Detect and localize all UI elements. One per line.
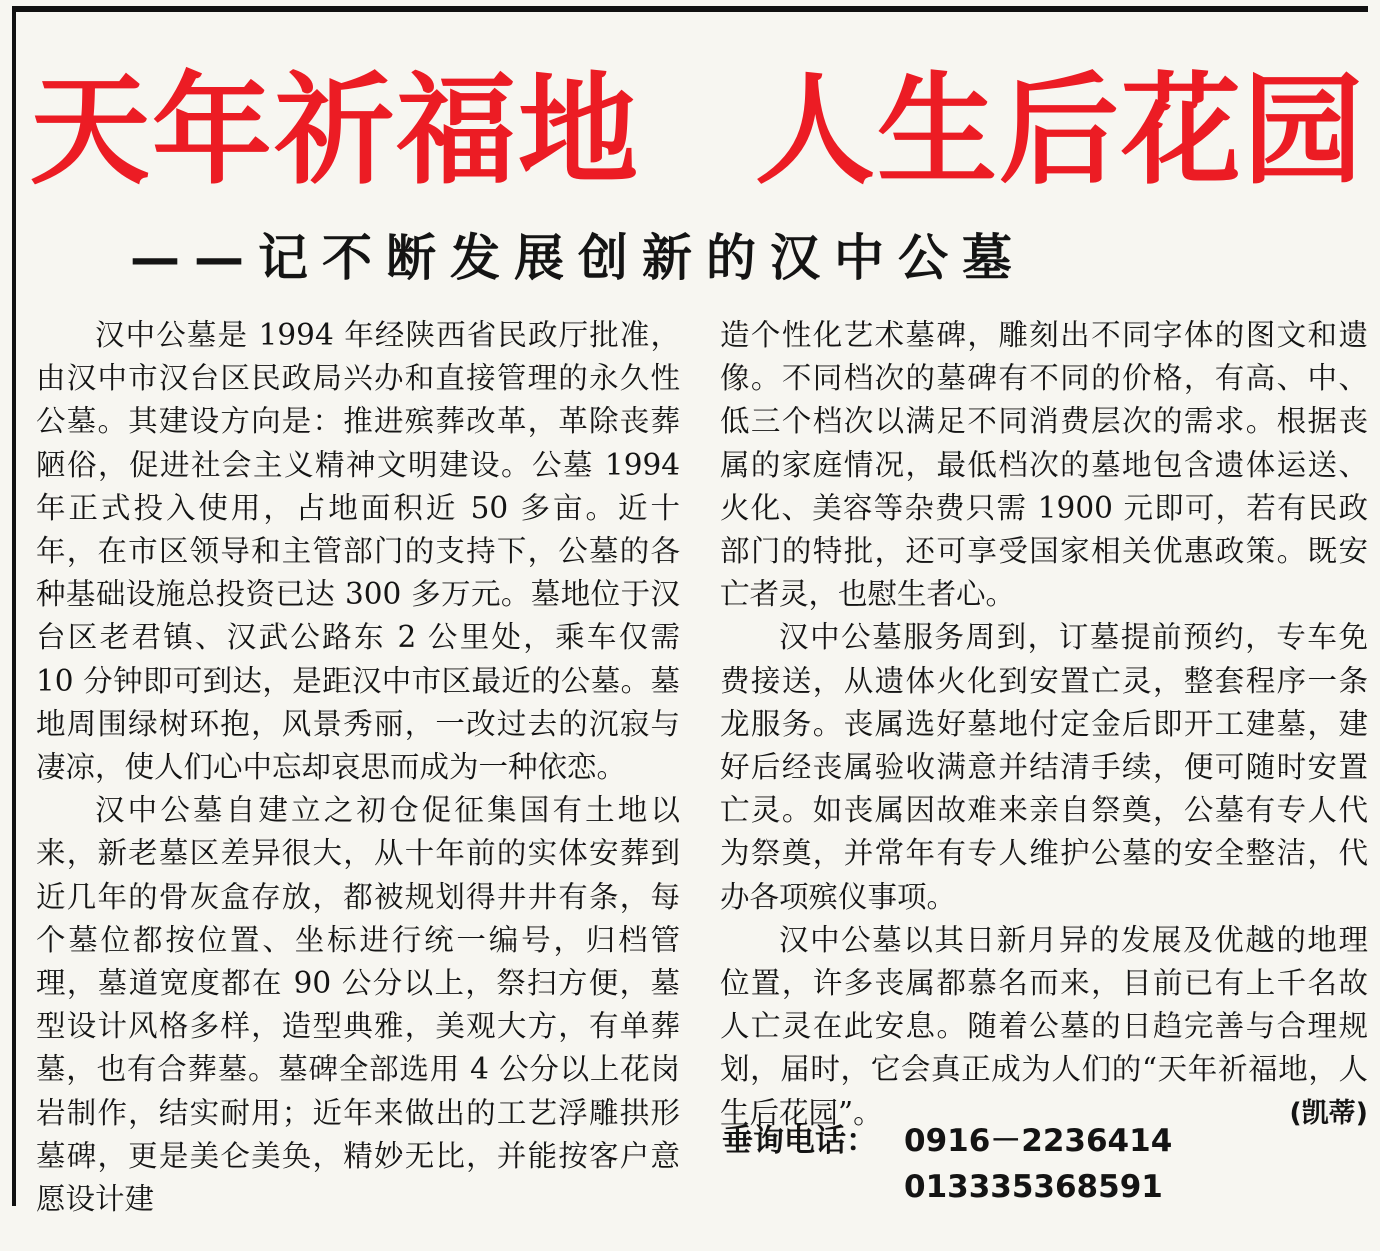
contact-label: 垂询电话： xyxy=(722,1123,877,1159)
subtitle: ——记不断发展创新的汉中公墓 xyxy=(130,229,1026,287)
headline-right: 人生后花园 xyxy=(755,62,1365,201)
paragraph-1: 汉中公墓是 1994 年经陕西省民政厅批准，由汉中市汉台区民政局兴办和直接管理的永久性公墓。其建设方向是：推进殡葬改革，革除丧葬陋俗，促进社会主义精神文明建设。公墓 1994 年正式投入使用，占地面积近 50 多亩。近十年，在市区领导和主管部门的支持下，公墓的各种基础设施总投资已达 300 多万元。墓地位于汉台区老君镇、汉武公路东 2 公里处，乘车仅需 10 分钟即可到达，是距汉中市区最近的公墓。墓地周围绿树环抱，风景秀丽，一改过去的沉寂与凄凉，使人们心中忘却哀思而成为一种依恋。 xyxy=(36,318,680,785)
top-border-rule xyxy=(12,6,1368,12)
left-border-rule xyxy=(12,6,16,1206)
paragraph-2: 汉中公墓自建立之初仓促征集国有土地以来，新老墓区差异很大，从十年前的实体安葬到近几年的骨灰盒存放，都被规划得井井有条，每个墓位都按位置、坐标进行统一编号，归档管理，墓道宽度都在 90 公分以上，祭扫方便，墓型设计风格多样，造型典雅，美观大方，有单葬墓，也有合葬墓。墓碑全部选用 4 公分以上花岗岩制作，结实耐用；近年来做出的工艺浮雕拱形墓碑，更是美仑美奂，精妙无比，并能按客户意愿设计建 xyxy=(36,793,680,1217)
phone-number-1: 0916－2236414 xyxy=(904,1123,1173,1159)
headline xyxy=(30,52,1365,212)
paragraph-2-continued: 造个性化艺术墓碑，雕刻出不同字体的图文和遗像。不同档次的墓碑有不同的价格，有高、中、低三个档次以满足不同消费层次的需求。根据丧属的家庭情况，最低档次的墓地包含遗体运送、火化、美容等杂费只需 1900 元即可，若有民政部门的特批，还可享受国家相关优惠政策。既安亡者灵，也慰生者心。 xyxy=(720,318,1368,612)
author-byline: (凯蒂) xyxy=(1289,1097,1368,1129)
article-left-column xyxy=(36,314,680,1221)
headline-left: 天年祈福地 xyxy=(30,62,640,201)
paragraph-4: 汉中公墓以其日新月异的发展及优越的地理位置，许多丧属都慕名而来，目前已有上千名故人亡灵在此安息。随着公墓的日趋完善与合理规划，届时，它会真正成为人们的“天年祈福地，人生后花园”。 xyxy=(720,922,1368,1130)
contact-block xyxy=(722,1118,1362,1210)
article-right-column xyxy=(720,314,1368,1135)
paragraph-3: 汉中公墓服务周到，订墓提前预约，专车免费接送，从遗体火化到安置亡灵，整套程序一条龙服务。丧属选好墓地付定金后即开工建墓，建好后经丧属验收满意并结清手续，便可随时安置亡灵。如丧属因故难来亲自祭奠，公墓有专人代为祭奠，并常年有专人维护公墓的安全整洁，代办各项殡仪事项。 xyxy=(720,620,1368,914)
phone-number-2: 013335368591 xyxy=(904,1169,1163,1205)
